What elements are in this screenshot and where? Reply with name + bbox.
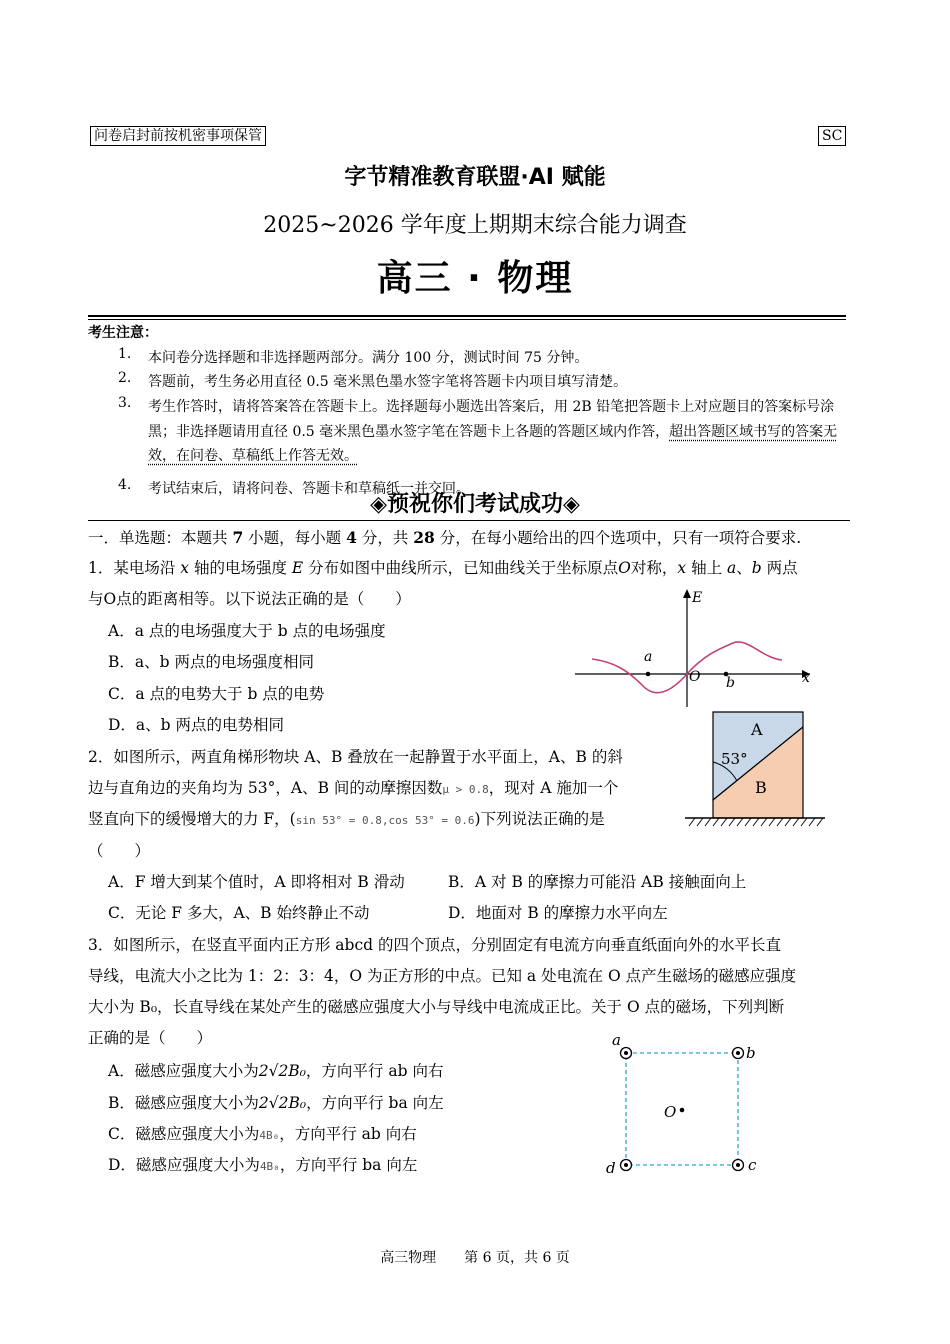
q3-option-c: C．磁感应强度大小为4B₀，方向平行 ab 向右	[108, 1125, 417, 1143]
q2-option-d: D．地面对 B 的摩擦力水平向左	[448, 904, 668, 922]
section-rule	[88, 520, 850, 521]
point-a	[646, 672, 651, 677]
q2-option-c: C．无论 F 多大，A、B 始终静止不动	[108, 904, 370, 922]
label-angle: 53°	[721, 750, 748, 768]
exam-title: 2025~2026 学年度上期期末综合能力调查	[263, 213, 687, 238]
q1-stem-line1: 1．某电场沿 x 轴的电场强度 E 分布如图中曲线所示，已知曲线关于坐标原点O对称，x 轴上 a、b 两点	[88, 559, 798, 577]
q1-stem-line2: 与O点的距离相等。以下说法正确的是（ ）	[88, 590, 411, 608]
wire-d-icon	[621, 1160, 632, 1171]
confidential-label: 问卷启封前按机密事项保管	[90, 126, 266, 146]
label-block-b: B	[755, 778, 767, 797]
q3-square-figure	[600, 1030, 770, 1180]
label-block-a: A	[751, 720, 763, 739]
org-title: 字节精准教育联盟·AI 赋能	[344, 165, 606, 190]
q2-stem-line2: 边与直角边的夹角均为 53°，A、B 间的动摩擦因数μ > 0.8，现对 A 施加一个	[88, 779, 619, 797]
q2-option-a: A．F 增大到某个值时，A 即将相对 B 滑动	[108, 873, 405, 891]
q2-stem-line3: 竖直向下的缓慢增大的力 F，(sin 53° = 0.8,cos 53° = 0.6)下列说法正确的是	[88, 810, 605, 828]
notice-num: 2.	[118, 370, 132, 386]
q3-stem-line3: 大小为 B₀，长直导线在某处产生的磁感应强度大小与导线中电流成正比。关于 O 点的磁场，下列判断	[88, 998, 785, 1016]
label-o: O	[689, 669, 701, 685]
q2-stem-line1: 2．如图所示，两直角梯形物块 A、B 叠放在一起静置于水平面上，A、B 的斜	[88, 748, 623, 766]
q3-stem-line2: 导线，电流大小之比为 1：2：3：4，O 为正方形的中点。已知 a 处电流在 O 点产生磁场的磁感应强度	[88, 967, 797, 985]
label-b: b	[746, 1044, 756, 1062]
subject-title: 高三 · 物理	[376, 258, 574, 299]
axis-label-e: E	[692, 590, 703, 606]
label-o: O	[664, 1103, 677, 1121]
notice-text: 考试结束后，请将问卷、答题卡和草稿纸一并交回。	[148, 481, 470, 497]
good-luck-banner: ◈预祝你们考试成功◈	[370, 492, 580, 517]
header-rule-thick	[88, 315, 846, 317]
axis-label-x: x	[802, 670, 810, 686]
e-axis-arrow-icon	[683, 589, 691, 598]
q1-option-d: D．a、b 两点的电势相同	[108, 716, 285, 734]
notice-text: 考生作答时，请将答案答在答题卡上。选择题每小题选出答案后，用 2B 铅笔把答题卡上对应题目的答案标号涂黑；非选择题请用直径 0.5 毫米黑色墨水签字笔在答题卡上各题的答题区域内作答，	[148, 399, 835, 440]
notice-title: 考生注意：	[88, 325, 158, 341]
notice-text-block	[148, 395, 854, 469]
label-d: d	[606, 1159, 616, 1177]
q3-stem-line1: 3．如图所示，在竖直平面内正方形 abcd 的四个顶点，分别固定有电流方向垂直纸面向外的水平长直	[88, 936, 781, 954]
q1-option-b: B．a、b 两点的电场强度相同	[108, 653, 314, 671]
label-a: a	[612, 1031, 621, 1049]
notice-num: 4.	[118, 477, 132, 493]
trig-values: sin 53° = 0.8,cos 53° = 0.6	[295, 814, 475, 827]
exam-code: SC	[818, 126, 846, 146]
notice-emphasis: 超出答题区域书写的答案无效，在问卷、草稿纸上作答无效。	[148, 423, 838, 464]
q3-option-d: D．磁感应强度大小为4B₀，方向平行 ba 向左	[108, 1156, 418, 1174]
q1-field-graph	[570, 585, 820, 710]
label-c: c	[748, 1156, 757, 1174]
q1-option-a: A．a 点的电场强度大于 b 点的电场强度	[108, 622, 386, 640]
q3-stem-line4: 正确的是（ ）	[88, 1029, 213, 1047]
notice-text: 答题前，考生务必用直径 0.5 毫米黑色墨水签字笔将答题卡内项目填写清楚。	[148, 374, 628, 390]
notice-num: 1.	[118, 346, 132, 362]
label-a: a	[644, 649, 653, 665]
wire-a-icon	[621, 1048, 632, 1059]
section-heading: 一．单选题：本题共 7 小题，每小题 4 分，共 28 分，在每小题给出的四个选项中，只有一项符合要求.	[88, 528, 802, 547]
q3-option-b: B．磁感应强度大小为2√2B₀，方向平行 ba 向左	[108, 1094, 444, 1112]
q2-blocks-figure	[685, 708, 830, 832]
notice-num: 3.	[118, 395, 132, 411]
friction-coefficient: μ > 0.8	[442, 783, 489, 796]
q2-stem-line4: （ ）	[88, 842, 151, 860]
wire-b-icon	[733, 1048, 744, 1059]
wire-c-icon	[733, 1160, 744, 1171]
page-footer: 高三物理 第 6 页，共 6 页	[380, 1250, 570, 1266]
ground-hatch	[689, 818, 823, 826]
q1-option-c: C．a 点的电势大于 b 点的电势	[108, 685, 325, 703]
header-rule-thin	[88, 319, 846, 320]
label-b: b	[726, 675, 735, 691]
point-o	[680, 1108, 685, 1113]
notice-text: 本问卷分选择题和非选择题两部分。满分 100 分，测试时间 75 分钟。	[148, 350, 589, 366]
q2-option-b: B．A 对 B 的摩擦力可能沿 AB 接触面向上	[448, 873, 747, 891]
q3-option-a: A．磁感应强度大小为2√2B₀，方向平行 ab 向右	[108, 1062, 444, 1080]
